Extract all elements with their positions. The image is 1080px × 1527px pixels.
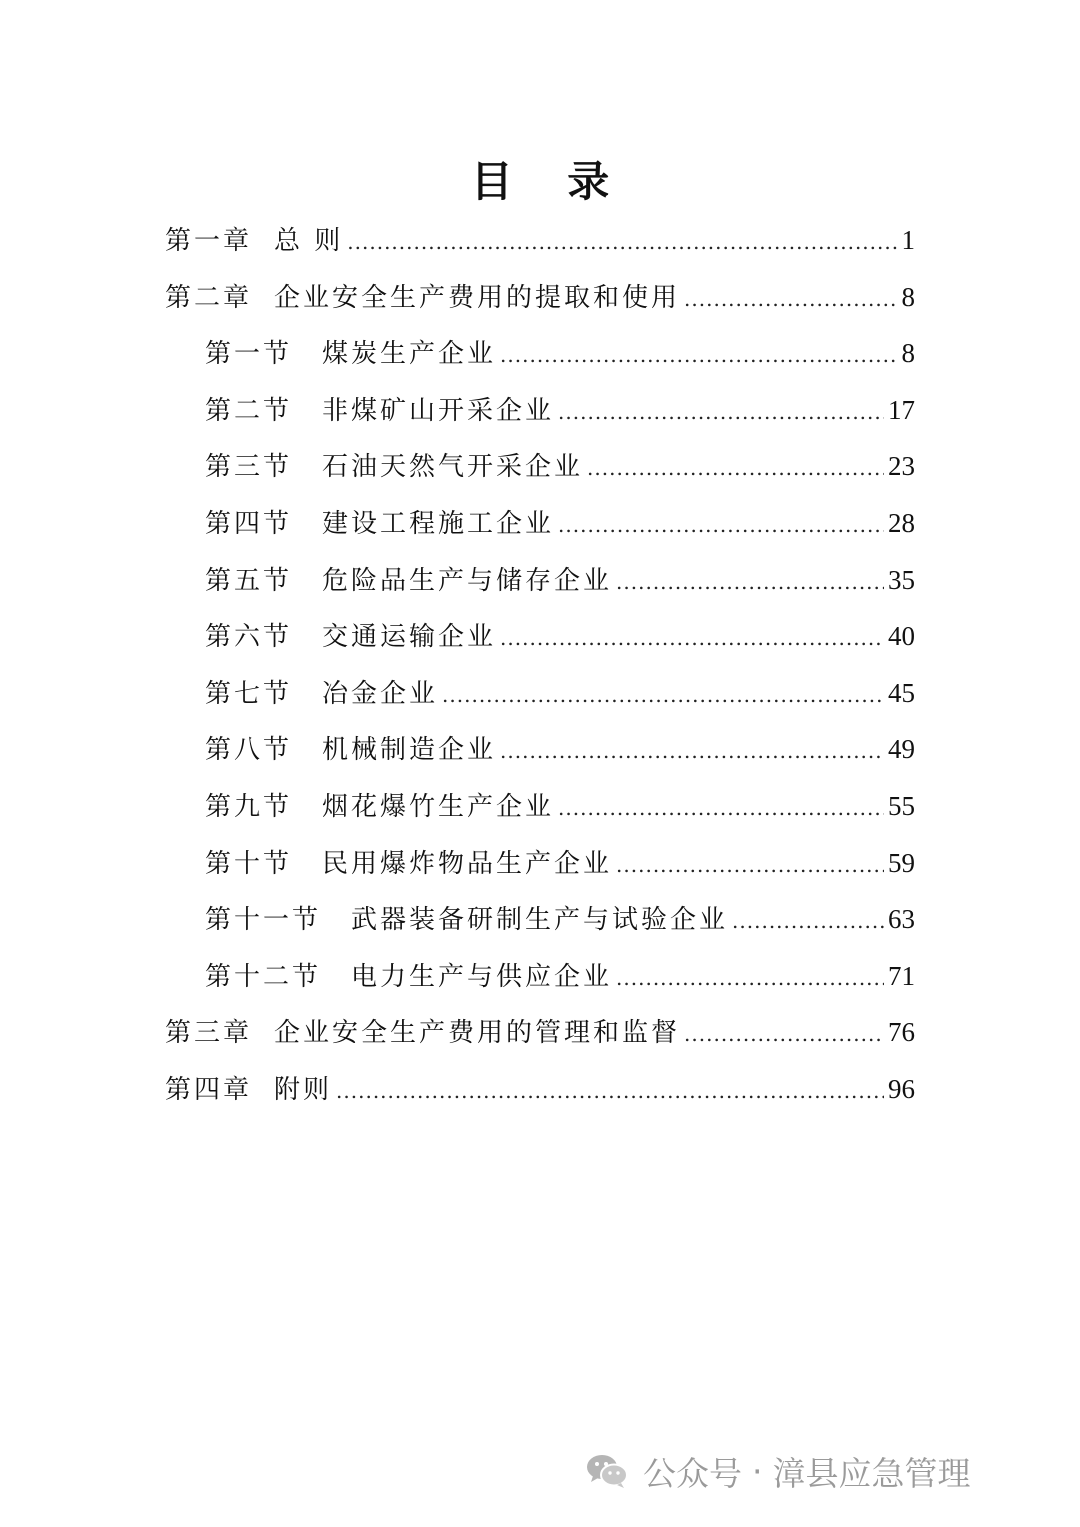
dot-leader bbox=[558, 780, 884, 836]
watermark bbox=[585, 1446, 971, 1496]
toc-entry-text: 交通运输企业 bbox=[322, 622, 497, 653]
toc-entry-label bbox=[205, 892, 728, 948]
dot-leader bbox=[684, 1006, 884, 1062]
toc-entry-label bbox=[165, 213, 343, 269]
watermark-prefix: 公众号 bbox=[643, 1453, 742, 1493]
watermark-separator: · bbox=[752, 1451, 763, 1491]
dot-leader bbox=[442, 667, 884, 723]
toc-entry-label bbox=[205, 949, 612, 1005]
toc-row[interactable] bbox=[165, 608, 915, 665]
toc-entry-label bbox=[165, 1062, 332, 1118]
toc-entry-text: 武器装备研制生产与试验企业 bbox=[351, 905, 729, 936]
toc-row[interactable] bbox=[165, 891, 915, 948]
toc-entry-number: 第六节 bbox=[205, 622, 293, 653]
toc-entry-number: 第二章 bbox=[165, 282, 253, 313]
toc-entry-label bbox=[165, 270, 680, 326]
toc-entry-number: 第十二节 bbox=[205, 961, 322, 992]
toc-row[interactable] bbox=[165, 835, 915, 892]
toc-page-number: 49 bbox=[888, 734, 915, 765]
toc-entry-text: 民用爆炸物品生产企业 bbox=[322, 848, 613, 879]
toc-entry-text: 总 则 bbox=[274, 226, 344, 256]
toc-row[interactable] bbox=[165, 665, 915, 722]
dot-leader bbox=[500, 327, 897, 383]
toc-page-number: 76 bbox=[888, 1017, 915, 1048]
toc-entry-label bbox=[205, 326, 496, 382]
toc-entry-number: 第一章 bbox=[165, 226, 253, 256]
toc-page-number: 35 bbox=[888, 564, 915, 595]
toc-row[interactable] bbox=[165, 552, 915, 609]
toc-entry-text: 煤炭生产企业 bbox=[322, 339, 497, 370]
toc-row[interactable] bbox=[165, 1004, 915, 1061]
dot-leader bbox=[336, 1063, 884, 1119]
toc-entry-text: 冶金企业 bbox=[322, 678, 439, 709]
toc-entry-label bbox=[165, 1005, 680, 1061]
toc-entry-label bbox=[205, 439, 583, 495]
toc-page-number: 55 bbox=[888, 790, 915, 821]
toc-entry-text: 机械制造企业 bbox=[322, 735, 497, 766]
toc-row[interactable] bbox=[165, 325, 915, 382]
toc-page-number: 1 bbox=[901, 225, 915, 255]
table-of-contents bbox=[165, 212, 915, 1118]
toc-entry-label bbox=[205, 666, 438, 722]
toc-row[interactable] bbox=[165, 1061, 915, 1118]
toc-entry-text: 危险品生产与储存企业 bbox=[322, 565, 613, 596]
toc-entry-number: 第九节 bbox=[205, 791, 293, 822]
dot-leader bbox=[616, 950, 884, 1006]
toc-row[interactable] bbox=[165, 778, 915, 835]
toc-row[interactable] bbox=[165, 948, 915, 1005]
toc-entry-text: 烟花爆竹生产企业 bbox=[322, 791, 555, 822]
toc-entry-number: 第三节 bbox=[205, 452, 293, 483]
toc-entry-number: 第四节 bbox=[205, 508, 293, 539]
toc-entry-text: 企业安全生产费用的提取和使用 bbox=[274, 282, 681, 313]
toc-entry-label bbox=[205, 836, 612, 892]
toc-page-number: 23 bbox=[888, 451, 915, 482]
toc-row[interactable] bbox=[165, 212, 915, 269]
dot-leader bbox=[732, 893, 884, 949]
toc-row[interactable] bbox=[165, 495, 915, 552]
toc-entry-text: 企业安全生产费用的管理和监督 bbox=[274, 1018, 681, 1049]
dot-leader bbox=[347, 214, 897, 270]
toc-entry-label bbox=[205, 383, 554, 439]
dot-leader bbox=[558, 384, 884, 440]
dot-leader bbox=[587, 440, 884, 496]
dot-leader bbox=[684, 271, 897, 327]
toc-entry-text: 建设工程施工企业 bbox=[322, 508, 555, 539]
toc-entry-text: 非煤矿山开采企业 bbox=[322, 395, 555, 426]
toc-row[interactable] bbox=[165, 721, 915, 778]
dot-leader bbox=[616, 837, 884, 893]
toc-page-number: 96 bbox=[888, 1073, 915, 1104]
toc-row[interactable] bbox=[165, 269, 915, 326]
toc-entry-label bbox=[205, 779, 554, 835]
toc-entry-number: 第四章 bbox=[165, 1074, 253, 1105]
toc-page-number: 40 bbox=[888, 621, 915, 652]
toc-page-number: 8 bbox=[901, 338, 915, 369]
toc-entry-text: 石油天然气开采企业 bbox=[322, 452, 584, 483]
toc-entry-number: 第八节 bbox=[205, 735, 293, 766]
toc-entry-label bbox=[205, 553, 612, 609]
dot-leader bbox=[500, 610, 884, 666]
toc-entry-number: 第三章 bbox=[165, 1018, 253, 1049]
toc-entry-text: 电力生产与供应企业 bbox=[351, 961, 613, 992]
toc-entry-number: 第一节 bbox=[205, 339, 293, 370]
toc-entry-number: 第十节 bbox=[205, 848, 293, 879]
toc-page-number: 8 bbox=[901, 281, 915, 312]
toc-entry-number: 第十一节 bbox=[205, 905, 322, 936]
toc-entry-text: 附则 bbox=[274, 1074, 333, 1105]
toc-page-number: 17 bbox=[888, 394, 915, 425]
dot-leader bbox=[558, 497, 884, 553]
dot-leader bbox=[500, 723, 884, 779]
toc-entry-label bbox=[205, 609, 496, 665]
dot-leader bbox=[616, 554, 884, 610]
toc-row[interactable] bbox=[165, 382, 915, 439]
toc-page-number: 71 bbox=[888, 960, 915, 991]
toc-entry-number: 第二节 bbox=[205, 395, 293, 426]
wechat-icon bbox=[585, 1451, 629, 1491]
toc-page-number: 28 bbox=[888, 507, 915, 538]
watermark-account: 漳县应急管理 bbox=[772, 1453, 971, 1493]
toc-page-number: 63 bbox=[888, 904, 915, 935]
page-title: 目 录 bbox=[470, 157, 630, 206]
toc-entry-label bbox=[205, 722, 496, 778]
toc-row[interactable] bbox=[165, 438, 915, 495]
toc-page-number: 59 bbox=[888, 847, 915, 878]
toc-entry-label bbox=[205, 496, 554, 552]
toc-page-number: 45 bbox=[888, 677, 915, 708]
toc-entry-number: 第五节 bbox=[205, 565, 293, 596]
toc-entry-number: 第七节 bbox=[205, 678, 293, 709]
